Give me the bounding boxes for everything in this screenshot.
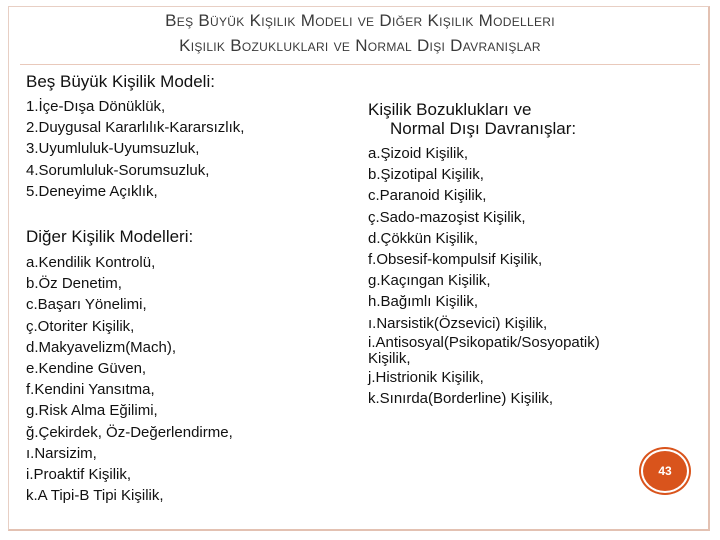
list-item: f.Obsesif-kompulsif Kişilik,	[368, 251, 543, 269]
list-item: c.Başarı Yönelimi,	[26, 296, 147, 314]
list-item: k.Sınırda(Borderline) Kişilik,	[368, 390, 554, 408]
list-item: b.Şizotipal Kişilik,	[368, 166, 484, 184]
list-item-continuation: Kişilik,	[368, 349, 411, 367]
list-item: k.A Tipi-B Tipi Kişilik,	[26, 487, 164, 505]
list-item: h.Bağımlı Kişilik,	[368, 293, 479, 311]
list-item: ı.Narsizim,	[26, 444, 97, 462]
list-item: 3.Uyumluluk-Uyumsuzluk,	[26, 140, 200, 158]
slide-title	[0, 8, 720, 58]
list-item: 1.İçe-Dışa Dönüklük,	[26, 98, 166, 115]
big-five-heading: Beş Büyük Kişilik Modeli:	[26, 72, 215, 91]
list-item: 5.Deneyime Açıklık,	[26, 182, 158, 200]
big-five-list	[26, 96, 244, 202]
list-item: j.Histrionik Kişilik,	[368, 368, 484, 386]
other-models-heading: Diğer Kişilik Modelleri:	[26, 227, 194, 246]
list-item: g.Kaçıngan Kişilik,	[368, 272, 491, 290]
list-item: i.Antisosyal(Psikopatik/Sosyopatik)	[368, 333, 600, 351]
list-item: a.Şizoid Kişilik,	[368, 145, 469, 162]
list-item: d.Çökkün Kişilik,	[368, 229, 479, 247]
list-item: ğ.Çekirdek, Öz-Değerlendirme,	[26, 423, 233, 441]
disorders-heading-line-1: Kişilik Bozuklukları ve	[368, 100, 532, 119]
list-item: f.Kendini Yansıtma,	[26, 381, 155, 399]
title-line-1: Beş Büyük Kişilik Modeli ve Diğer Kişilik Modelleri	[165, 11, 555, 30]
list-item: e.Kendine Güven,	[26, 360, 147, 378]
other-models-list	[26, 252, 233, 506]
list-item: d.Makyavelizm(Mach),	[26, 338, 177, 356]
list-item: ç.Sado-mazoşist Kişilik,	[368, 208, 526, 226]
disorders-list	[368, 143, 600, 409]
title-divider	[20, 64, 700, 65]
list-item: i.Proaktif Kişilik,	[26, 466, 132, 484]
title-line-2: Kişilik Bozuklukları ve Normal Dışı Davranışlar	[179, 36, 541, 55]
list-item: g.Risk Alma Eğilimi,	[26, 402, 158, 420]
list-item: 2.Duygusal Kararlılık-Kararsızlık,	[26, 119, 245, 137]
list-item: ı.Narsistik(Özsevici) Kişilik,	[368, 314, 548, 332]
list-item: 4.Sorumluluk-Sorumsuzluk,	[26, 161, 210, 179]
disorders-heading-line-2: Normal Dışı Davranışlar:	[390, 119, 577, 138]
disorders-heading	[368, 100, 576, 138]
page-number-badge: 43	[643, 451, 687, 491]
list-item: c.Paranoid Kişilik,	[368, 187, 487, 205]
list-item: ç.Otoriter Kişilik,	[26, 317, 135, 335]
list-item: a.Kendilik Kontrolü,	[26, 254, 156, 271]
list-item: b.Öz Denetim,	[26, 275, 122, 293]
